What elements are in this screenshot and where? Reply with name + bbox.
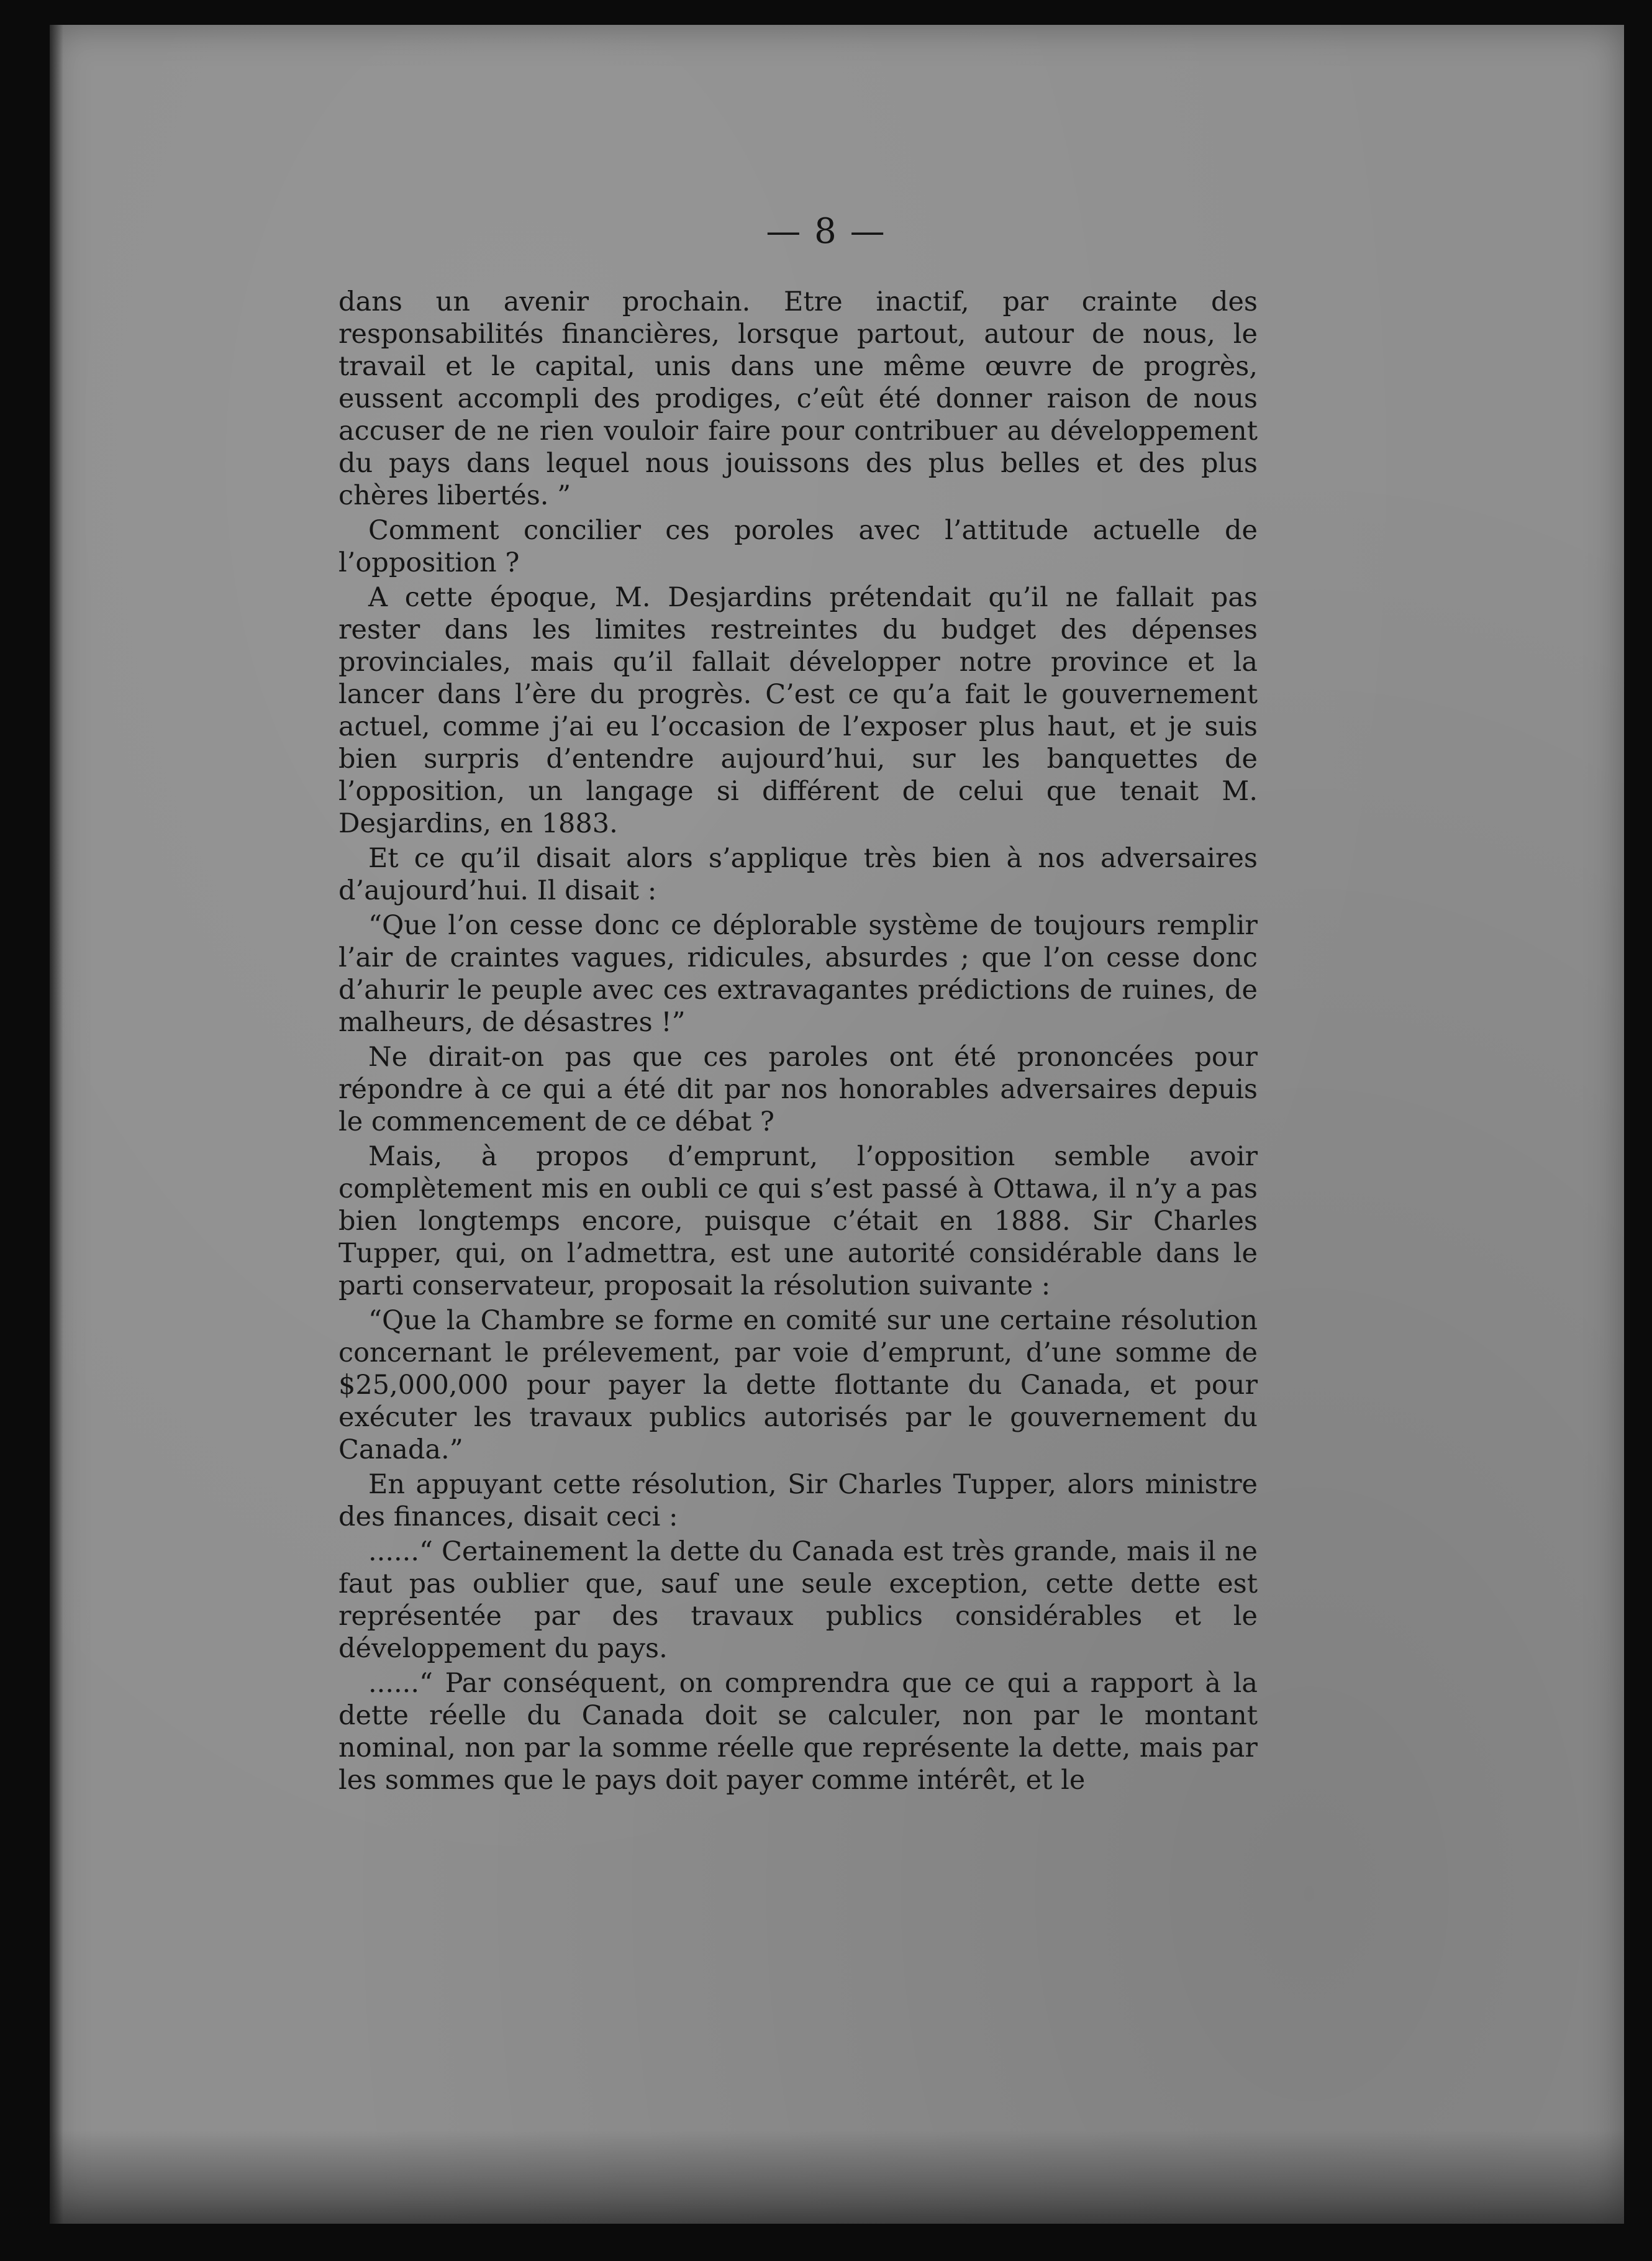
paragraph-4: Et ce qu’il disait alors s’applique très bien à nos adversaires d’aujourd’hui. Il disait : [338,843,1258,906]
paragraph-6: Ne dirait-on pas que ces paroles ont été prononcées pour répondre à ce qui a été dit par nos honorables adversaires depuis le commencement de ce débat ? [338,1042,1258,1137]
quote-tupper-1: ......“ Certainement la dette du Canada est très grande, mais il ne faut pas oublier que, sauf une seule exception, cette dette est représentée par des travaux publics considérables et le développement du pays. [338,1536,1258,1664]
paragraph-3: A cette époque, M. Desjardins prétendait qu’il ne fallait pas rester dans les limites restreintes du budget des dépenses provinciales, mais qu’il fallait développer notre province et la lancer dans l’ère du progrès. C’est ce qu’a fait le gouvernement actuel, comme j’ai eu l’occasion de l’exposer plus haut, et je suis bien surpris d’entendre aujourd’hui, sur les banquettes de l’opposition, un langage si différent de celui que tenait M. Desjardins, en 1883. [338,582,1258,839]
quote-resolution: “Que la Chambre se forme en comité sur une certaine résolution concernant le prélevement, par voie d’emprunt, d’une somme de $25,000,000 pour payer la dette flottante du Canada, et pour exécuter les travaux publics autorisés par le gouvernement du Canada.” [338,1305,1258,1465]
paragraph-1: dans un avenir prochain. Etre inactif, par crainte des responsabilités financières, lorsque partout, autour de nous, le travail et le capital, unis dans une même œuvre de progrès, eussent accompli des prodiges, c’eût été donner raison de nous accuser de ne rien vouloir faire pour contribuer au développement du pays dans lequel nous jouissons des plus belles et des plus chères libertés. ” [338,286,1258,511]
page-number: — 8 — [766,211,886,252]
quote-desjardins: “Que l’on cesse donc ce déplorable système de toujours remplir l’air de craintes vagues, ridicules, absurdes ; que l’on cesse donc d’ahurir le peuple avec ces extravagantes prédictions de ruines, de malheurs, de désastres !” [338,910,1258,1038]
page-shadow-left [50,25,63,2224]
quote-tupper-2: ......“ Par conséquent, on comprendra que ce qui a rapport à la dette réelle du Canada doit se calculer, non par le montant nominal, non par la somme réelle que représente la dette, mais par les sommes que le pays doit payer comme intérêt, et le [338,1668,1258,1796]
paragraph-9: En appuyant cette résolution, Sir Charles Tupper, alors ministre des finances, disait ceci : [338,1469,1258,1532]
page-shadow-bottom [50,2131,1624,2224]
body-text [338,286,1258,1799]
paragraph-2: Comment concilier ces poroles avec l’attitude actuelle de l’opposition ? [338,515,1258,578]
paragraph-7: Mais, à propos d’emprunt, l’opposition semble avoir complètement mis en oubli ce qui s’est passé à Ottawa, il n’y a pas bien longtemps encore, puisque c’était en 1888. Sir Charles Tupper, qui, on l’admettra, est une autorité considérable dans le parti conservateur, proposait la résolution suivante : [338,1141,1258,1301]
